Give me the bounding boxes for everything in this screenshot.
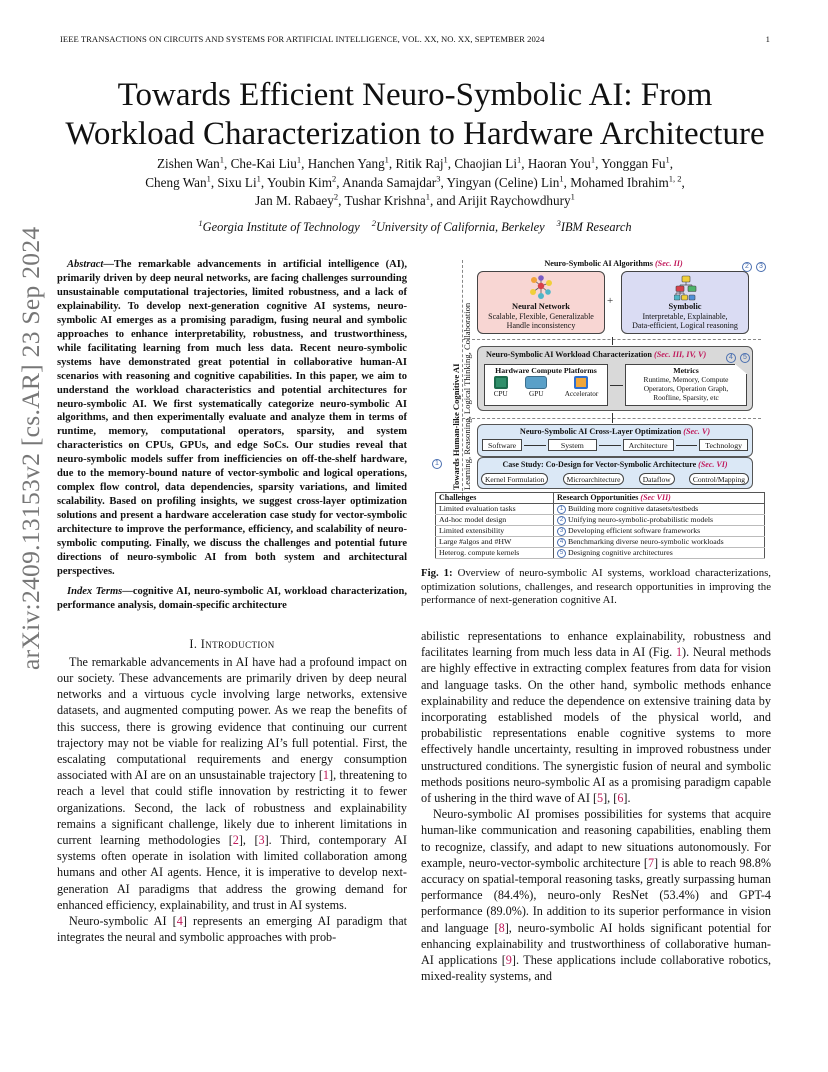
affiliation-list xyxy=(60,217,770,235)
opportunity-cell: 4 Benchmarking diverse neuro-symbolic workloads xyxy=(554,537,765,548)
citation-link[interactable]: 3 xyxy=(258,833,265,848)
author-name: Ritik Raj$^1$ xyxy=(395,154,448,171)
affiliation-marker: 1 xyxy=(517,154,522,165)
intro-paragraph-1: The remarkable advancements in AI have had a profound impact on our society. These advancements are primarily driven by deep neural networks and a virtuous cycle involving large networks, extensive datasets, and augmented computing power. As we reap the benefits of this success, there is growing evidence that continuing our current trajectory may not be viable for realizing AI’s full potential. First, the escalating computational requirements and energy consumption associated with AI are on an unsustainable trajectory [1], threatening to reach a level that could stifle innovation by restricting it to fewer organizations. Second, the lack of robustness and explainability remains a significant challenge, likely due to inherent limitations in current learning methodologies [2], [3]. Third, contemporary AI systems often operate in isolation with limited collaboration among humans and other AI agents. Hence, it is imperative to develop next-generation AI paradigms that address the growing demand for enhanced efficiency, explainability, and trust in AI systems. xyxy=(57,654,407,912)
left-column xyxy=(57,258,407,945)
circle-number-1-icon: 1 xyxy=(432,459,442,469)
table-row xyxy=(436,504,765,515)
opportunity-cell: 1 Building more cognitive datasets/testbeds xyxy=(554,504,765,515)
arrow-up-down-icon-2 xyxy=(612,413,613,423)
intro-paragraph-2-continued: abilistic representations to enhance explainability, robustness and facilitates learning from much less data in AI (Fig. 1). Neural methods are highly effective in extracting complex features from data for vision and language tasks. On the other hand, symbolic methods enhance explainability and reduce the dependence on extensive training data by incorporating established models of the physical world, and probabilistic representations enable cognitive systems to more effectively handle uncertainty, resulting in improved robustness under unstructured conditions. The synergistic fusion of neural and symbolic methods positions neuro-symbolic AI as a promising paradigm capable of ushering in the third wave of AI [5], [6]. xyxy=(421,629,771,806)
affiliation-marker: 2 xyxy=(333,191,339,202)
hw-item-gpu: GPU xyxy=(525,376,547,398)
gpu-icon xyxy=(525,376,547,389)
challenges-table xyxy=(435,492,765,559)
hw-item-cpu: CPU xyxy=(494,376,508,398)
case-study-title: Case Study: Co-Design for Vector-Symbolic Architecture (Sec. VI) xyxy=(502,460,728,469)
affiliation-marker: 1 xyxy=(219,154,225,165)
title-line-1: Towards Efficient Neuro-Symbolic AI: From xyxy=(117,77,713,113)
author-name: Yonggan Fu$^1$ xyxy=(601,154,670,171)
affiliation-marker: 1 xyxy=(590,154,596,165)
opportunity-cell: 5 Designing cognitive architectures xyxy=(554,548,765,559)
title-line-2: Workload Characterization to Hardware Architecture xyxy=(65,116,765,152)
cpu-icon xyxy=(494,376,508,389)
symbolic-box xyxy=(621,271,749,334)
case-item-control-mapping: Control/Mapping xyxy=(689,473,749,485)
arrow-left-right-icon xyxy=(610,385,623,386)
circle-number-icon: 1 xyxy=(557,505,566,514)
right-column xyxy=(421,258,772,984)
challenge-cell: Heterog. compute kernels xyxy=(436,548,554,559)
affiliation-marker: 1 xyxy=(425,191,430,202)
challenge-cell: Large #algos and #HW xyxy=(436,537,554,548)
caption-text: Overview of neuro-symbolic AI systems, workload characterizations, optimization solutions, challenges, and research opportunities in improving the performance of next-generation cognitive AI. xyxy=(421,567,771,606)
arrow-left-right-icon xyxy=(599,445,621,446)
affiliation-marker: 1 xyxy=(384,154,389,165)
citation-link[interactable]: 7 xyxy=(647,855,655,870)
citation-link[interactable]: 1 xyxy=(322,768,330,783)
cross-layer-optimization-box xyxy=(477,424,753,457)
side-subtitle: Learning, Reasoning, Logical Thinking, Collaboration xyxy=(462,302,472,490)
index-terms-label: Index Terms xyxy=(67,585,123,597)
arrow-left-right-icon xyxy=(676,445,698,446)
affiliation-marker: 1 xyxy=(570,191,575,202)
section-heading-introduction: I. Introduction xyxy=(189,636,275,651)
document-corner-icon xyxy=(735,364,747,374)
case-item-dataflow: Dataflow xyxy=(639,473,675,485)
author-name: Mohamed Ibrahim$^{1, 2}$ xyxy=(570,173,682,190)
citation-link[interactable]: 6 xyxy=(617,791,624,806)
symbolic-desc-1: Interpretable, Explainable, xyxy=(642,311,728,321)
hardware-platforms-title: Hardware Compute Platforms xyxy=(495,366,597,375)
arxiv-identifier[interactable]: arXiv:2409.13153v2 [cs.AR] 23 Sep 2024 xyxy=(16,226,45,670)
neural-network-icon xyxy=(528,275,554,301)
case-item-kernel-formulation: Kernel Formulation xyxy=(481,473,548,485)
figure-1 xyxy=(421,258,771,563)
layer-technology: Technology xyxy=(699,439,748,451)
layer-architecture: Architecture xyxy=(623,439,674,451)
index-terms-text: —cognitive AI, neuro-symbolic AI, workload characterization, performance analysis, domain-specific architecture xyxy=(57,585,407,611)
citation-link[interactable]: 8 xyxy=(498,920,505,935)
cross-layer-title: Neuro-Symbolic AI Cross-Layer Optimization (Sec. V) xyxy=(519,427,711,436)
layer-software: Software xyxy=(482,439,522,451)
author-name: Zishen Wan$^1$ xyxy=(156,154,225,171)
affiliation: $^3$IBM Research xyxy=(556,217,632,234)
symbolic-desc-2: Data-efficient, Logical reasoning xyxy=(632,321,738,331)
case-item-microarchitecture: Microarchitecture xyxy=(563,473,625,485)
affiliation-marker: 1 xyxy=(256,173,261,184)
affiliation-marker: 1 xyxy=(665,154,670,165)
author-name: Tushar Krishna$^1$ xyxy=(344,191,430,208)
abstract-text: —The remarkable advancements in artificial intelligence (AI), primarily driven by deep neural networks, are facing challenges surrounding unsustainable computational trajectories, limited robustness, and a lack of explainability. To develop next-generation cognitive AI systems, neuro-symbolic AI emerges as a promising paradigm, fusing neural and symbolic approaches to enhance interpretability, robustness, and trustworthiness, while facilitating learning from much less data. Recent neuro-symbolic systems have demonstrated great potential in collaborative human-AI scenarios with reasoning and cognitive capabilities. In this paper, we aim to understand the workload characteristics and potential architectures for neuro-symbolic AI. We first systematically categorize neuro-symbolic AI algorithms, and then experimentally evaluate and analyze them in terms of runtime, memory, computational operators, sparsity, and system characteristics on CPUs, GPUs, and edge SoCs. Our studies reveal that neuro-symbolic models suffer from inefficiencies on off-the-shelf hardware, due to the memory-bound nature of vector-symbolic and logical operations, complex flow control, data dependencies, sparsity variations, and limited scalability. Based on profiling insights, we suggest cross-layer optimization solutions and present a hardware acceleration case study for vector-symbolic architecture to improve the performance, efficiency, and scalability of neuro-symbolic computing. Finally, we discuss the challenges and potential future directions of neuro-symbolic AI from both system and architectural perspectives. xyxy=(57,259,407,577)
affiliation-marker: 1 xyxy=(296,154,302,165)
challenge-cell: Limited evaluation tasks xyxy=(436,504,554,515)
hw-item-accelerator: Accelerator xyxy=(565,376,599,398)
challenge-cell: Ad-hoc model design xyxy=(436,515,554,526)
paper-title xyxy=(40,76,790,154)
plus-sign: + xyxy=(607,295,614,307)
challenge-cell: Limited extensibility xyxy=(436,526,554,537)
citation-link[interactable]: 4 xyxy=(176,914,183,929)
affiliation: $^2$University of California, Berkeley xyxy=(371,217,545,234)
arrow-left-right-icon xyxy=(524,445,546,446)
circle-number-icon: 2 xyxy=(557,516,566,525)
author-name: Hanchen Yang$^1$ xyxy=(307,154,389,171)
metrics-title: Metrics xyxy=(673,366,699,375)
author-list: Zishen Wan$^1$, Che-Kai Liu$^1$, Hanchen Yang$^1$, Ritik Raj$^1$, Chaojian Li$^1$, Haoran You$^1$, Yonggan Fu$^1$, Cheng Wan$^1$, Sixu Li$^1$, Youbin Kim$^2$, Ananda Samajdar$^3$, Yingyan (Celine) Lin$^1$, Mohamed Ibrahim$^{1, 2}$, Jan M. Rabaey$^2$, Tushar Krishna$^1$, and Arijit Raychowdhury$^1$ xyxy=(145,154,685,208)
hardware-platforms-box xyxy=(484,364,608,406)
author-name: Cheng Wan$^1$ xyxy=(145,173,211,190)
affiliation-marker: 3 xyxy=(436,173,441,184)
citation-link[interactable]: 2 xyxy=(232,833,239,848)
opportunity-cell: 2 Unifying neuro-symbolic-probabilistic models xyxy=(554,515,765,526)
right-body-text xyxy=(421,628,771,984)
table-row xyxy=(436,526,765,537)
circle-number-icon: 4 xyxy=(557,538,566,547)
dashed-divider-vertical xyxy=(462,260,463,496)
col-header-challenges: Challenges xyxy=(436,493,554,504)
circle-number-2-icon: 2 xyxy=(742,262,752,272)
journal-name: IEEE TRANSACTIONS ON CIRCUITS AND SYSTEMS FOR ARTIFICIAL INTELLIGENCE, VOL. XX, NO. XX, SEPTEMBER 2024 xyxy=(60,34,545,44)
author-name: Arijit Raychowdhury$^1$ xyxy=(458,191,575,208)
abstract-label: Abstract xyxy=(67,259,104,270)
affiliation-marker: 1, 2 xyxy=(668,173,682,184)
author-name: Youbin Kim$^2$ xyxy=(266,173,337,190)
workload-title: Neuro-Symbolic AI Workload Characterization (Sec. III, IV, V) xyxy=(486,350,707,359)
figure-label: Fig. 1: xyxy=(421,567,453,579)
opportunity-cell: 3 Developing efficient software frameworks xyxy=(554,526,765,537)
author-name: Jan M. Rabaey$^2$ xyxy=(255,191,339,208)
abstract xyxy=(57,258,407,579)
workload-characterization-box xyxy=(477,346,753,411)
running-header xyxy=(60,34,770,44)
case-study-box xyxy=(477,457,753,489)
table-row xyxy=(436,515,765,526)
index-terms xyxy=(57,585,407,613)
neural-network-title: Neural Network xyxy=(512,302,570,311)
neural-network-box xyxy=(477,271,605,334)
citation-link[interactable]: 5 xyxy=(597,791,604,806)
metrics-box xyxy=(625,364,747,406)
circle-number-5-icon: 5 xyxy=(740,353,750,363)
accelerator-chip-icon xyxy=(574,376,588,389)
metrics-line-2: Operators, Operation Graph, xyxy=(643,384,729,393)
author-name: Haoran You$^1$ xyxy=(527,154,596,171)
figure-caption xyxy=(421,567,771,608)
affiliation: $^1$Georgia Institute of Technology xyxy=(198,217,360,234)
metrics-line-1: Runtime, Memory, Compute xyxy=(643,375,729,384)
citation-link[interactable]: 9 xyxy=(505,953,512,968)
intro-paragraph-3: Neuro-symbolic AI promises possibilities for systems that acquire human-like communication and reasoning capabilities, enabling them to recognize, classify, and adapt to new situations autonomously. For example, neuro-vector-symbolic architecture [7] is able to reach 98.8% accuracy on spatial-temporal reasoning tasks, greatly surpassing human performance (84.4%), neuro-only ResNet (53.4%) and GPT-4 performance (89.0%). In addition to its superior performance in vision and language [8], neuro-symbolic AI holds significant potential for enhancing explainability and trustworthiness of collaborative human-AI applications [9]. These applications include collaborative robotics, mixed-reality systems, and xyxy=(421,807,772,984)
author-name: Ananda Samajdar$^3$ xyxy=(342,173,441,190)
affiliation-marker: 2 xyxy=(331,173,337,184)
author-name: Sixu Li$^1$ xyxy=(217,173,261,190)
algorithms-title: Neuro-Symbolic AI Algorithms (Sec. II) xyxy=(544,259,683,268)
intro-paragraph-2: Neuro-symbolic AI [4] represents an emerging AI paradigm that integrates the neural and symbolic approaches with prob- xyxy=(57,914,407,945)
citation-link[interactable]: 1 xyxy=(675,645,683,660)
symbolic-title: Symbolic xyxy=(668,302,702,311)
neural-network-desc-2: Handle inconsistency xyxy=(506,321,576,331)
neural-network-desc-1: Scalable, Flexible, Generalizable xyxy=(488,311,594,321)
col-header-opportunities: Research Opportunities (Sec VII) xyxy=(554,493,765,504)
side-title: Towards Human-like Cognitive AI xyxy=(451,363,461,490)
metrics-line-3: Roofline, Sparsity, etc xyxy=(653,393,719,402)
tree-hierarchy-icon xyxy=(674,275,698,301)
affiliation-marker: 1 xyxy=(206,173,211,184)
table-row xyxy=(436,537,765,548)
affiliation-marker: 1 xyxy=(559,173,564,184)
table-row xyxy=(436,548,765,559)
layer-system: System xyxy=(548,439,597,451)
author-name: Che-Kai Liu$^1$ xyxy=(230,154,302,171)
page-number: 1 xyxy=(765,34,770,44)
circle-number-3-icon: 3 xyxy=(756,262,766,272)
arrow-up-down-icon xyxy=(612,337,613,345)
circle-number-icon: 3 xyxy=(557,527,566,536)
author-name: Yingyan (Celine) Lin$^1$ xyxy=(446,173,564,190)
affiliation-marker: 1 xyxy=(443,154,448,165)
circle-number-4-icon: 4 xyxy=(726,353,736,363)
author-name: Chaojian Li$^1$ xyxy=(454,154,522,171)
circle-number-icon: 5 xyxy=(557,549,566,558)
